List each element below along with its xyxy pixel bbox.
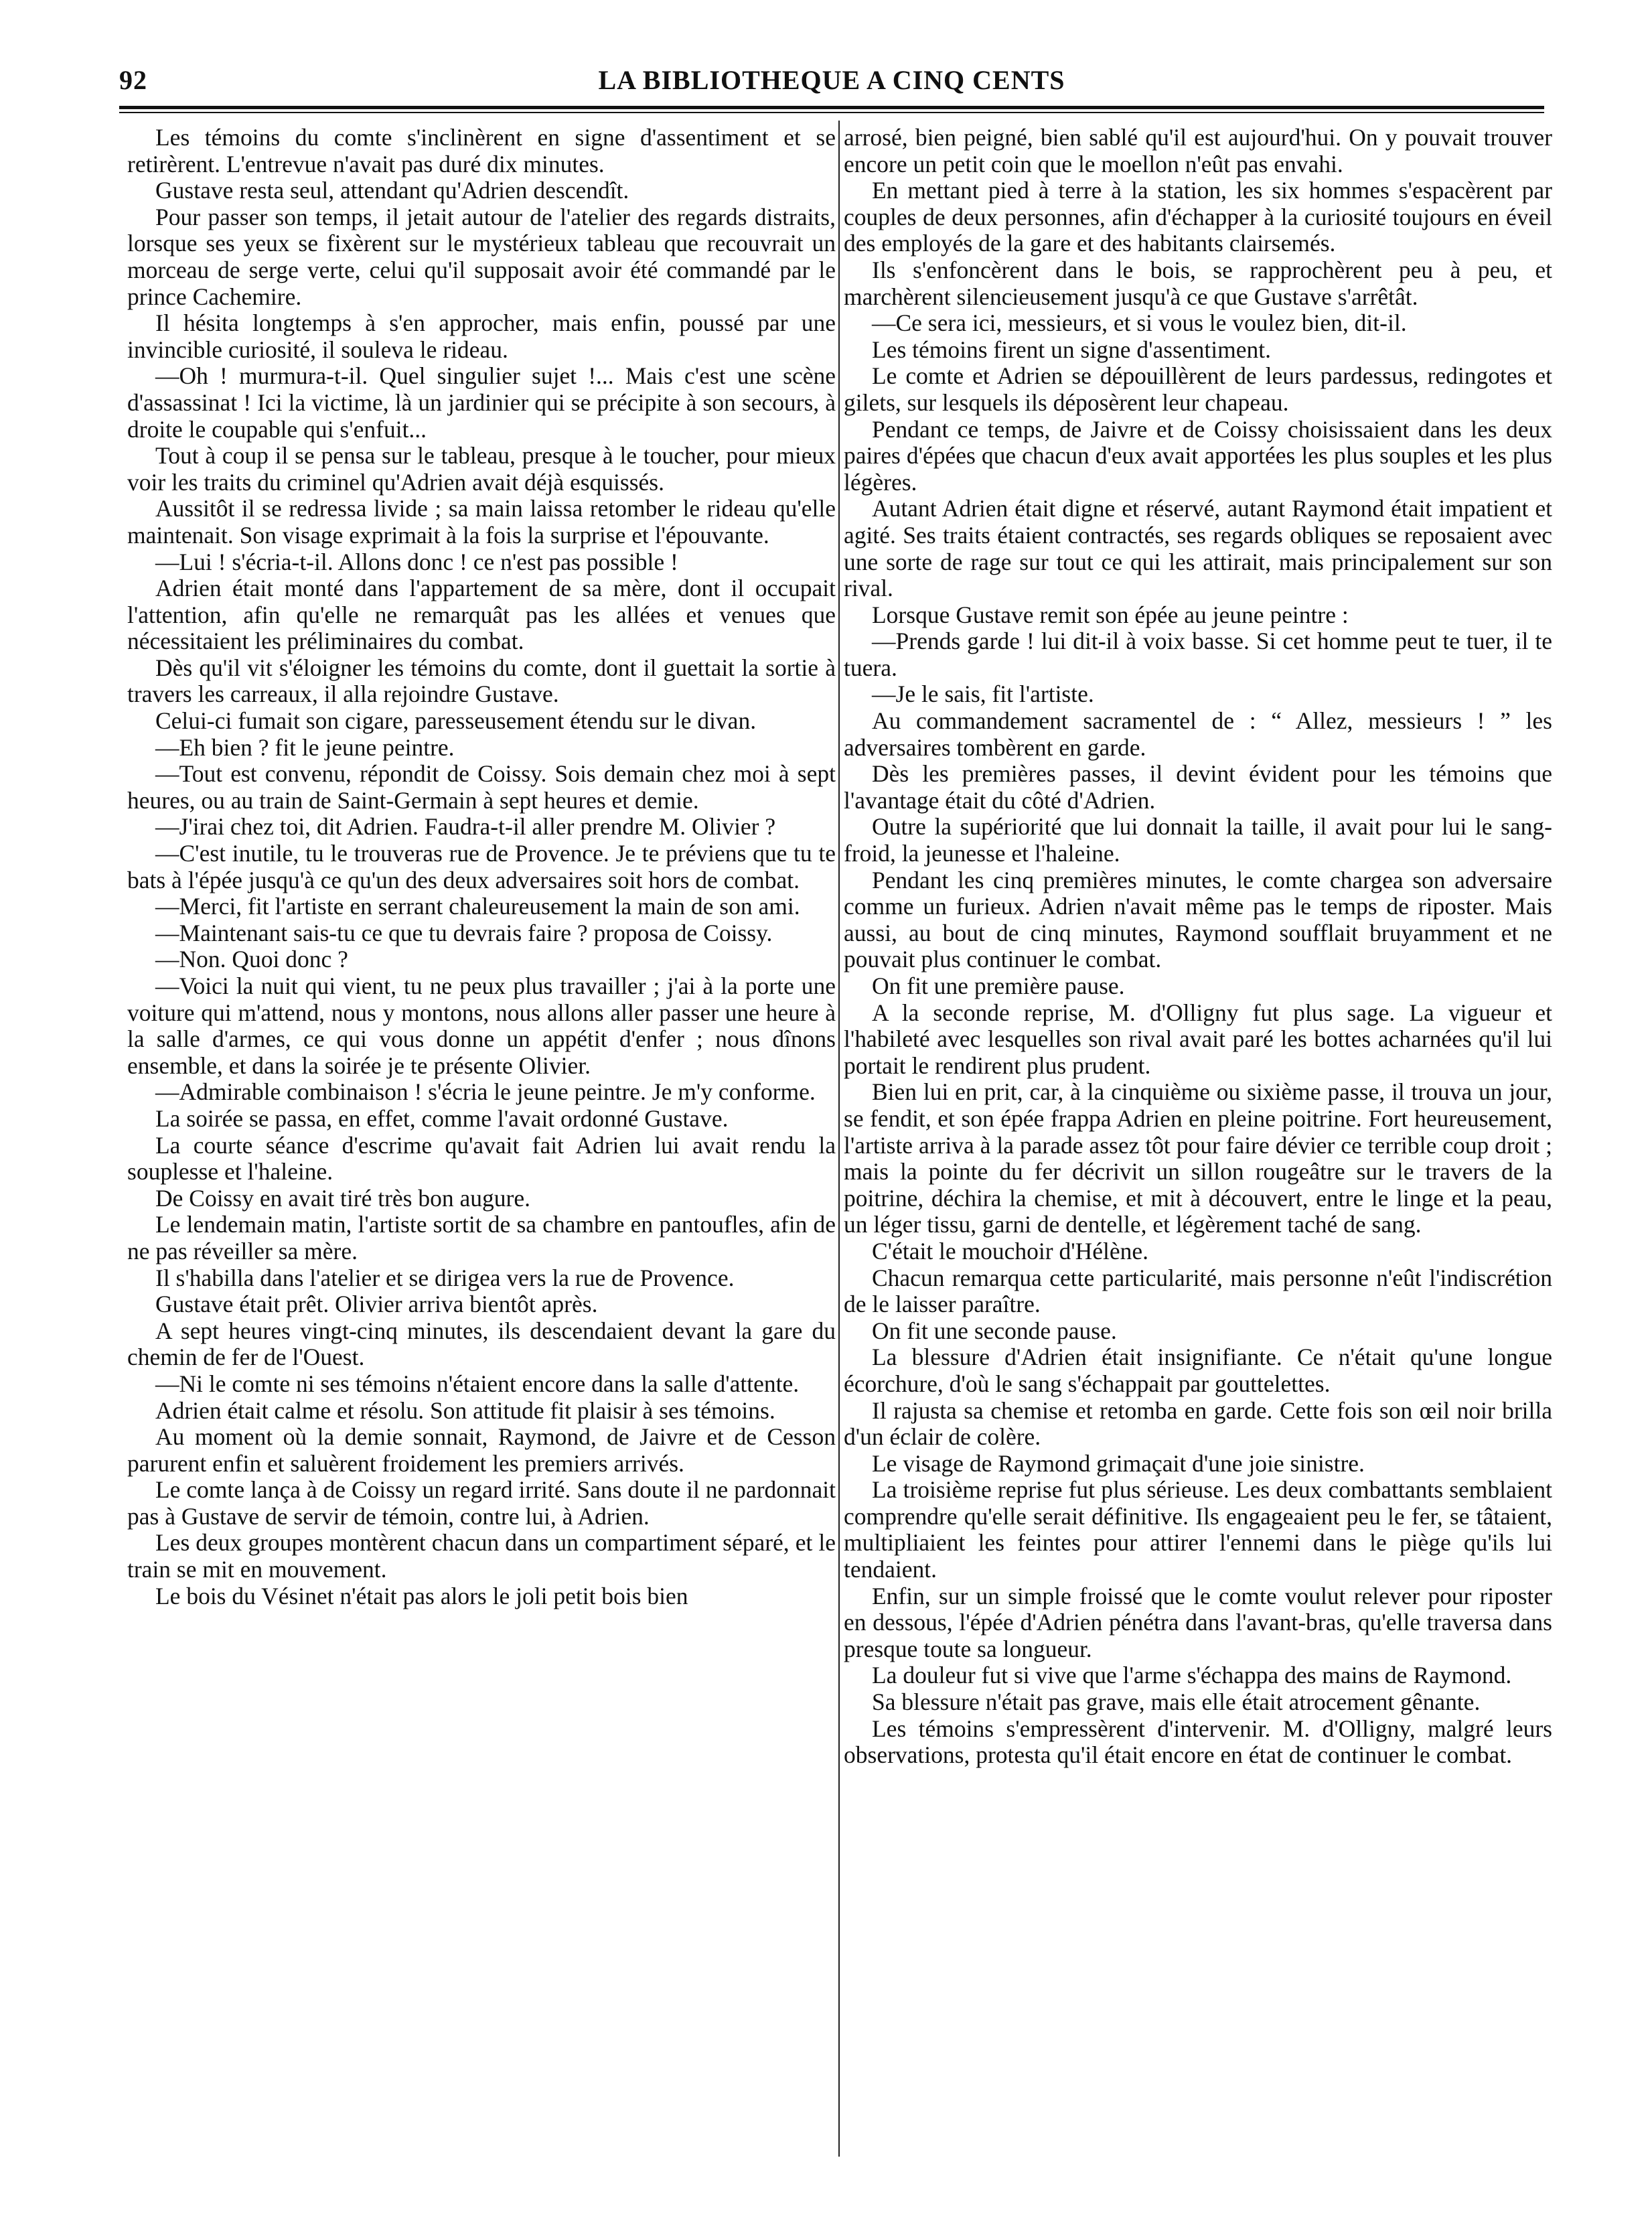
paragraph: C'était le mouchoir d'Hélène.	[872, 1237, 1149, 1265]
paragraph: Gustave était prêt. Olivier arriva bientôt après.	[155, 1291, 598, 1318]
paragraph: Chacun remarqua cette particularité, mais personne n'eût l'indiscrétion de le laisser paraître.	[844, 1264, 1552, 1318]
paragraph: —Tout est convenu, répondit de Coissy. Sois demain chez moi à sept heures, ou au train de Saint-Germain à sept heures et demie.	[127, 760, 836, 814]
paragraph: Pendant ce temps, de Jaivre et de Coissy choisissaient dans les deux paires d'épées que chacun d'eux avait apportées les plus souples et les plus légères.	[844, 415, 1552, 496]
paragraph: Bien lui en prit, car, à la cinquième ou sixième passe, il trouva un jour, se fendit, et son épée frappa Adrien en pleine poitrine. Fort heureusement, l'artiste arriva à la parade assez tôt pour faire dévier ce terrible coup droit ; mais la pointe du fer décrivit un sillon rougeâtre sur le travers de la poitrine, déchira la chemise, et mit à découvert, entre le linge et la peau, un léger tissu, garni de dentelle, et légèrement taché de sang.	[844, 1078, 1552, 1238]
left-column	[127, 125, 836, 2154]
paragraph: —Merci, fit l'artiste en serrant chaleureusement la main de son ami.	[155, 893, 800, 920]
paragraph: Le lendemain matin, l'artiste sortit de sa chambre en pantoufles, afin de ne pas réveiller sa mère.	[127, 1211, 836, 1265]
paragraph: Le bois du Vésinet n'était pas alors le joli petit bois bien	[155, 1582, 688, 1609]
paragraph: A la seconde reprise, M. d'Olligny fut plus sage. La vigueur et l'habileté avec lesquelles son rival avait paré les bottes acharnées qu'il lui portait le rendirent plus prudent.	[844, 999, 1552, 1079]
paragraph: Gustave resta seul, attendant qu'Adrien descendît.	[155, 177, 629, 204]
paragraph: Adrien était calme et résolu. Son attitude fit plaisir à ses témoins.	[155, 1396, 775, 1424]
paragraph: Il s'habilla dans l'atelier et se dirigea vers la rue de Provence.	[155, 1264, 735, 1291]
paragraph: Outre la supériorité que lui donnait la taille, il avait pour lui le sang-froid, la jeunesse et l'haleine.	[844, 813, 1552, 867]
paragraph: —Maintenant sais-tu ce que tu devrais faire ? proposa de Coissy.	[155, 919, 773, 946]
running-title: LA BIBLIOTHEQUE A CINQ CENTS	[598, 65, 1065, 95]
paragraph: —Oh ! murmura-t-il. Quel singulier sujet !... Mais c'est une scène d'assassinat ! Ici la victime, là un jardinier qui se précipite à son secours, à droite le coupable qui s'enfuit...	[127, 362, 836, 443]
paragraph: —Prends garde ! lui dit-il à voix basse. Si cet homme peut te tuer, il te tuera.	[844, 628, 1552, 681]
paragraph: La blessure d'Adrien était insignifiante. Ce n'était qu'une longue écorchure, d'où le sang s'échappait par gouttelettes.	[844, 1344, 1552, 1397]
paragraph: —Non. Quoi donc ?	[155, 946, 348, 973]
paragraph: A sept heures vingt-cinq minutes, ils descendaient devant la gare du chemin de fer de l'Ouest.	[127, 1317, 836, 1371]
paragraph: —C'est inutile, tu le trouveras rue de Provence. Je te préviens que tu te bats à l'épée jusqu'à ce qu'un des deux adversaires soit hors de combat.	[127, 840, 836, 893]
paragraph: Le comte et Adrien se dépouillèrent de leurs pardessus, redingotes et gilets, sur lesquels ils déposèrent leur chapeau.	[844, 362, 1552, 416]
page-header	[119, 64, 1544, 98]
paragraph: La courte séance d'escrime qu'avait fait Adrien lui avait rendu la souplesse et l'haleine.	[127, 1131, 836, 1185]
paragraph: Dès les premières passes, il devint évident pour les témoins que l'avantage était du côté d'Adrien.	[844, 760, 1552, 814]
paragraph: —J'irai chez toi, dit Adrien. Faudra-t-il aller prendre M. Olivier ?	[155, 813, 776, 841]
paragraph: Les témoins du comte s'inclinèrent en signe d'assentiment et se retirèrent. L'entrevue n'avait pas duré dix minutes.	[127, 125, 836, 177]
paragraph: Pendant les cinq premières minutes, le comte chargea son adversaire comme un furieux. Adrien n'avait même pas le temps de riposter. Mais aussi, au bout de cinq minutes, Raymond soufflait bruyamment et ne pouvait plus continuer le combat.	[844, 866, 1552, 973]
paragraph: Ils s'enfoncèrent dans le bois, se rapprochèrent peu à peu, et marchèrent silencieusement jusqu'à ce que Gustave s'arrêtât.	[844, 256, 1552, 310]
paragraph: La douleur fut si vive que l'arme s'échappa des mains de Raymond.	[872, 1662, 1512, 1689]
paragraph: En mettant pied à terre à la station, les six hommes s'espacèrent par couples de deux personnes, afin d'échapper à la curiosité toujours en éveil des employés de la gare et des habitants clairsemés.	[844, 177, 1552, 257]
paragraph: Enfin, sur un simple froissé que le comte voulut relever pour riposter en dessous, l'épée d'Adrien pénétra dans l'avant-bras, qu'elle traversa dans presque toute sa longueur.	[844, 1582, 1552, 1662]
paragraph: On fit une première pause.	[872, 972, 1125, 999]
header-rule	[119, 106, 1544, 113]
paragraph: Pour passer son temps, il jetait autour de l'atelier des regards distraits, lorsque ses yeux se fixèrent sur le mystérieux tableau que recouvrait un morceau de serge verte, celui qu'il supposait avoir été commandé par le prince Cachemire.	[127, 203, 836, 310]
paragraph: —Eh bien ? fit le jeune peintre.	[155, 733, 455, 761]
paragraph: Celui-ci fumait son cigare, paresseusement étendu sur le divan.	[155, 707, 757, 735]
paragraph: De Coissy en avait tiré très bon augure.	[155, 1184, 530, 1212]
column-divider	[838, 121, 840, 2157]
paragraph: —Je le sais, fit l'artiste.	[872, 680, 1094, 708]
paragraph: Au commandement sacramentel de : “ Allez, messieurs ! ” les adversaires tombèrent en garde.	[844, 707, 1552, 761]
paragraph: Les deux groupes montèrent chacun dans un compartiment séparé, et le train se mit en mouvement.	[127, 1529, 836, 1583]
paragraph: —Lui ! s'écria-t-il. Allons donc ! ce n'est pas possible !	[155, 548, 678, 575]
paragraph: Aussitôt il se redressa livide ; sa main laissa retomber le rideau qu'elle maintenait. Son visage exprimait à la fois la surprise et l'épouvante.	[127, 495, 836, 549]
paragraph: Le visage de Raymond grimaçait d'une joie sinistre.	[872, 1449, 1365, 1477]
paragraph: Tout à coup il se pensa sur le tableau, presque à le toucher, pour mieux voir les traits du criminel qu'Adrien avait déjà esquissés.	[127, 442, 836, 496]
paragraph: Il hésita longtemps à s'en approcher, mais enfin, poussé par une invincible curiosité, il souleva le rideau.	[127, 309, 836, 363]
paragraph: —Admirable combinaison ! s'écria le jeune peintre. Je m'y conforme.	[155, 1078, 816, 1106]
paragraph: Il rajusta sa chemise et retomba en garde. Cette fois son œil noir brilla d'un éclair de colère.	[844, 1396, 1552, 1451]
paragraph: arrosé, bien peigné, bien sablé qu'il est aujourd'hui. On y pouvait trouver encore un petit coin que le moellon n'eût pas envahi.	[844, 125, 1552, 177]
paragraph: La troisième reprise fut plus sérieuse. Les deux combattants semblaient comprendre qu'elle serait définitive. Ils engageaient peu le fer, se tâtaient, multipliaient les feintes pour attirer l'ennemi dans le piège qu'ils lui tendaient.	[844, 1476, 1552, 1583]
paragraph: —Voici la nuit qui vient, tu ne peux plus travailler ; j'ai à la porte une voiture qui m'attend, nous y montons, nous allons aller passer une heure à la salle d'armes, ce qui vous donne un appétit d'enfer ; nous dînons ensemble, et dans la soirée je te présente Olivier.	[127, 972, 836, 1079]
paragraph: Les témoins firent un signe d'assentiment.	[872, 336, 1271, 363]
paragraph: —Ni le comte ni ses témoins n'étaient encore dans la salle d'attente.	[155, 1370, 800, 1397]
paragraph: Lorsque Gustave remit son épée au jeune peintre :	[872, 601, 1349, 628]
paragraph: —Ce sera ici, messieurs, et si vous le voulez bien, dit-il.	[872, 309, 1407, 337]
paragraph: On fit une seconde pause.	[872, 1317, 1117, 1344]
paragraph: Au moment où la demie sonnait, Raymond, de Jaivre et de Cesson parurent enfin et saluèrent froidement les premiers arrivés.	[127, 1423, 836, 1477]
right-column	[844, 125, 1552, 2154]
paragraph: Sa blessure n'était pas grave, mais elle était atrocement gênante.	[872, 1688, 1481, 1716]
paragraph: La soirée se passa, en effet, comme l'avait ordonné Gustave.	[155, 1104, 729, 1132]
paragraph: Adrien était monté dans l'appartement de sa mère, dont il occupait l'attention, afin qu'elle ne remarquât pas les allées et venues que nécessitaient les préliminaires du combat.	[127, 575, 836, 655]
paragraph: Autant Adrien était digne et réservé, autant Raymond était impatient et agité. Ses traits étaient contractés, ses regards obliques se reposaient avec une sorte de rage sur tout ce qui les attirait, mais principalement sur son rival.	[844, 495, 1552, 602]
paragraph: Le comte lança à de Coissy un regard irrité. Sans doute il ne pardonnait pas à Gustave de servir de témoin, contre lui, à Adrien.	[127, 1476, 836, 1530]
paragraph: Les témoins s'empressèrent d'intervenir. M. d'Olligny, malgré leurs observations, protesta qu'il était encore en état de continuer le combat.	[844, 1715, 1552, 1769]
page-number: 92	[119, 65, 147, 95]
paragraph: Dès qu'il vit s'éloigner les témoins du comte, dont il guettait la sortie à travers les carreaux, il alla rejoindre Gustave.	[127, 654, 836, 708]
